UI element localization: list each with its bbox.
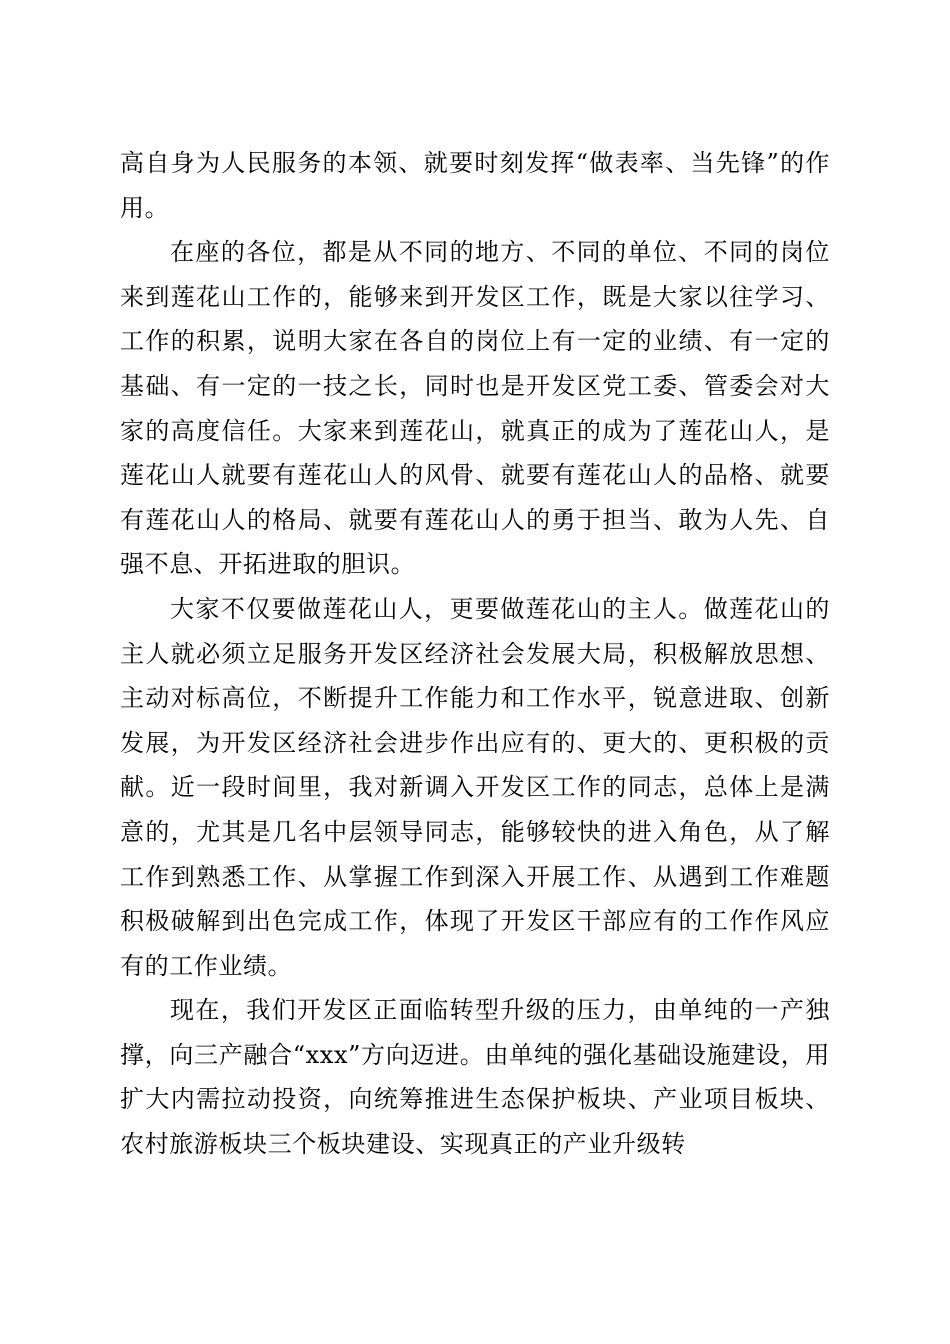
paragraph-masters: 大家不仅要做莲花山人，更要做莲花山的主人。做莲花山的主人就必须立足服务开发区经济社会发展大局，积极解放思想、主动对标高位，不断提升工作能力和工作水平，锐意进取、创新发展，为开发区经济社会进步作出应有的、更大的、更积极的贡献。近一段时间里，我对新调入开发区工作的同志，总体上是满意的，尤其是几名中层领导同志，能够较快的进入角色，从了解工作到熟悉工作、从掌握工作到深入开展工作、从遇到工作难题积极破解到出色完成工作，体现了开发区干部应有的工作作风应有的工作业绩。 — [120, 594, 830, 980]
paragraph-colleagues: 在座的各位，都是从不同的地方、不同的单位、不同的岗位来到莲花山工作的，能够来到开发区工作，既是大家以往学习、工作的积累，说明大家在各自的岗位上有一定的业绩、有一定的基础、有一定的一技之长，同时也是开发区党工委、管委会对大家的高度信任。大家来到莲花山，就真正的成为了莲花山人，是莲花山人就要有莲花山人的风骨、就要有莲花山人的品格、就要有莲花山人的格局、就要有莲花山人的勇于担当、敢为人先、自强不息、开拓进取的胆识。 — [120, 238, 830, 579]
document-body — [120, 141, 830, 1167]
paragraph-continuation: 高自身为人民服务的本领、就要时刻发挥“做表率、当先锋”的作用。 — [120, 149, 830, 222]
paragraph-transformation: 现在，我们开发区正面临转型升级的压力，由单纯的一产独撑，向三产融合“xxx”方向迈进。由单纯的强化基础设施建设，用扩大内需拉动投资，向统筹推进生态保护板块、产业项目板块、农村旅游板块三个板块建设、实现真正的产业升级转 — [120, 996, 830, 1159]
